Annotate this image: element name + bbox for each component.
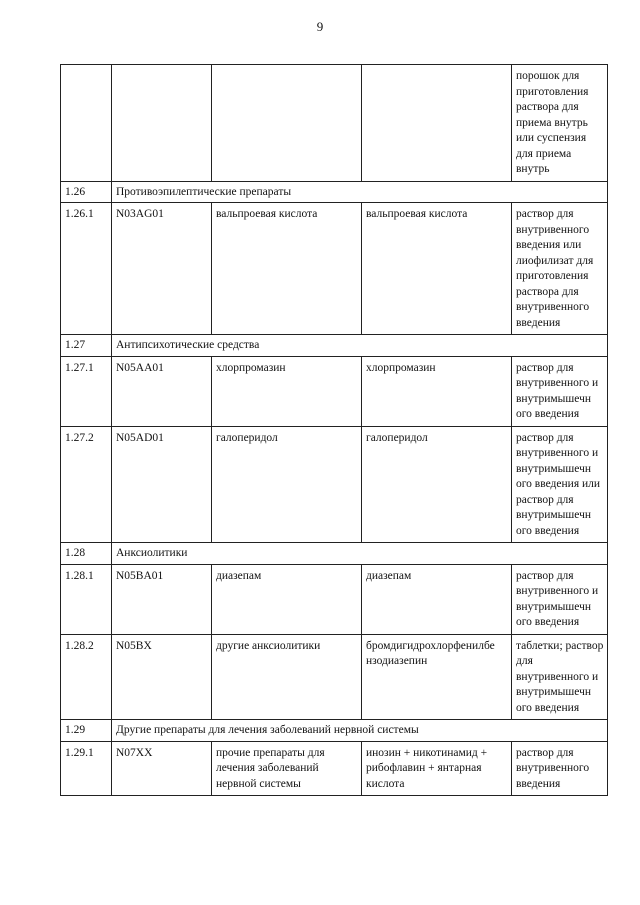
cell-inn: вальпроевая кислота [362, 203, 512, 335]
cell-inn: инозин + никотинамид + рибофлавин + янтарная кислота [362, 741, 512, 796]
cell-group-name: прочие препараты для лечения заболеваний нервной системы [212, 741, 362, 796]
drug-row [61, 564, 608, 634]
cell-group-name: диазепам [212, 564, 362, 634]
page-number: 9 [316, 19, 324, 34]
drug-row [61, 741, 608, 796]
cell-dosage-form: раствор для внутривенного введения или лиофилизат для приготовления раствора для внутривенного введения [512, 203, 608, 335]
cell-inn: хлорпромазин [362, 356, 512, 426]
cell-number: 1.27.2 [61, 426, 112, 543]
cell-dosage-form: раствор для внутривенного и внутримышечн ого введения [512, 564, 608, 634]
drug-list-table [60, 64, 608, 796]
cell-group-name: другие анксиолитики [212, 634, 362, 720]
section-title: Анксиолитики [112, 543, 608, 565]
cell-atc-code: N05BX [112, 634, 212, 720]
section-header-row [61, 181, 608, 203]
cell-atc-code: N05AA01 [112, 356, 212, 426]
cell-group-name: галоперидол [212, 426, 362, 543]
section-header-row [61, 335, 608, 357]
cell-atc-code: N05BA01 [112, 564, 212, 634]
cell-dosage-form: раствор для внутривенного и внутримышечн ого введения [512, 356, 608, 426]
cell-inn [362, 65, 512, 182]
cell-atc-code: N05AD01 [112, 426, 212, 543]
section-code: 1.29 [61, 720, 112, 742]
cell-inn: галоперидол [362, 426, 512, 543]
cell-atc-code [112, 65, 212, 182]
section-title: Противоэпилептические препараты [112, 181, 608, 203]
cell-number: 1.29.1 [61, 741, 112, 796]
section-header-row [61, 720, 608, 742]
cell-group-name [212, 65, 362, 182]
cell-dosage-form: порошок для приготовления раствора для приема внутрь или суспензия для приема внутрь [512, 65, 608, 182]
drug-row [61, 356, 608, 426]
cell-atc-code: N07XX [112, 741, 212, 796]
section-code: 1.26 [61, 181, 112, 203]
section-code: 1.28 [61, 543, 112, 565]
cell-number: 1.28.1 [61, 564, 112, 634]
cell-atc-code: N03AG01 [112, 203, 212, 335]
cell-inn: диазепам [362, 564, 512, 634]
cell-dosage-form: раствор для внутривенного и внутримышечн ого введения или раствор для внутримышечн ого введения [512, 426, 608, 543]
cell-dosage-form: раствор для внутривенного введения [512, 741, 608, 796]
continuation-row [61, 65, 608, 182]
drug-row [61, 426, 608, 543]
cell-group-name: хлорпромазин [212, 356, 362, 426]
cell-dosage-form: таблетки; раствор для внутривенного и внутримышечн ого введения [512, 634, 608, 720]
section-header-row [61, 543, 608, 565]
section-title: Антипсихотические средства [112, 335, 608, 357]
cell-number: 1.26.1 [61, 203, 112, 335]
cell-inn: бромдигидрохлорфенилбе нзодиазепин [362, 634, 512, 720]
cell-number: 1.27.1 [61, 356, 112, 426]
cell-group-name: вальпроевая кислота [212, 203, 362, 335]
drug-row [61, 634, 608, 720]
section-code: 1.27 [61, 335, 112, 357]
section-title: Другие препараты для лечения заболеваний нервной системы [112, 720, 608, 742]
drug-row [61, 203, 608, 335]
cell-number [61, 65, 112, 182]
cell-number: 1.28.2 [61, 634, 112, 720]
